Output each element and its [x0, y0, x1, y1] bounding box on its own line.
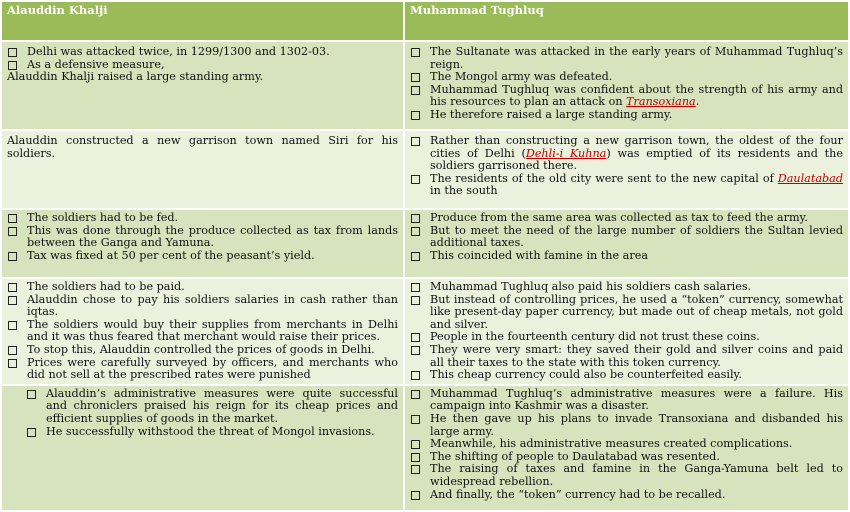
- cell-tughluq-pay: [404, 278, 849, 385]
- list-item: Muhammad Tughluq’s administrative measures were a failure. His campaign into Kashmir was a disaster.: [410, 388, 843, 413]
- checkbox-bullet-icon: [8, 227, 17, 236]
- list-item: Prices were carefully surveyed by officers, and merchants who did not sell at the prescribed rates were punished: [7, 357, 398, 382]
- checkbox-bullet-icon: [411, 227, 420, 236]
- checkbox-bullet-icon: [27, 390, 36, 399]
- list-item: But instead of controlling prices, he used a “token” currency, somewhat like present-day paper currency, but made out of cheap metals, not gold and silver.: [410, 294, 843, 332]
- list-item: Delhi was attacked twice, in 1299/1300 and 1302-03.: [7, 46, 398, 59]
- cell-khalji-food: [1, 209, 404, 278]
- list-item: The shifting of people to Daulatabad was resented.: [410, 451, 843, 464]
- list-item: The Mongol army was defeated.: [410, 71, 843, 84]
- checkbox-bullet-icon: [411, 252, 420, 261]
- list-item: Alauddin chose to pay his soldiers salaries in cash rather than iqtas.: [7, 294, 398, 319]
- list-item: They were very smart: they saved their gold and silver coins and paid all their taxes to the state with this token currency.: [410, 344, 843, 369]
- list-item: Alauddin’s administrative measures were quite successful and chroniclers praised his reign for its cheap prices and efficient supplies of goods in the market.: [26, 388, 398, 426]
- list-item: Tax was fixed at 50 per cent of the peasant’s yield.: [7, 250, 398, 263]
- list-item: The soldiers would buy their supplies from merchants in Delhi and it was thus feared that merchant would raise their prices.: [7, 319, 398, 344]
- list-item: The raising of taxes and famine in the Ganga-Yamuna belt led to widespread rebellion.: [410, 463, 843, 488]
- checkbox-bullet-icon: [8, 296, 17, 305]
- list-item: The soldiers had to be fed.: [7, 212, 398, 225]
- list-item: Meanwhile, his administrative measures created complications.: [410, 438, 843, 451]
- list-item: The soldiers had to be paid.: [7, 281, 398, 294]
- checkbox-bullet-icon: [411, 440, 420, 449]
- list-item: And finally, the “token” currency had to be recalled.: [410, 489, 843, 502]
- checkbox-bullet-icon: [8, 48, 17, 57]
- checkbox-bullet-icon: [411, 296, 420, 305]
- checkbox-bullet-icon: [411, 175, 420, 184]
- cell-khalji-garrison: [1, 130, 404, 209]
- cell-tughluq-army: [404, 41, 849, 130]
- checkbox-bullet-icon: [411, 48, 420, 57]
- table-row: [1, 385, 849, 511]
- header-muhammad-tughluq: Muhammad Tughluq: [404, 1, 849, 41]
- table-row: [1, 130, 849, 209]
- list-item: This was done through the produce collected as tax from lands between the Ganga and Yamuna.: [7, 225, 398, 250]
- link-transoxiana[interactable]: Transoxiana: [626, 95, 696, 109]
- list-item: To stop this, Alauddin controlled the prices of goods in Delhi.: [7, 344, 398, 357]
- checkbox-bullet-icon: [411, 390, 420, 399]
- header-row: [1, 1, 849, 41]
- list-item: But to meet the need of the large number of soldiers the Sultan levied additional taxes.: [410, 225, 843, 250]
- link-daulatabad[interactable]: Daulatabad: [777, 171, 843, 185]
- list-item: Produce from the same area was collected as tax to feed the army.: [410, 212, 843, 225]
- cell-khalji-outcome: [1, 385, 404, 511]
- checkbox-bullet-icon: [411, 371, 420, 380]
- checkbox-bullet-icon: [8, 346, 17, 355]
- cell-khalji-army: [1, 41, 404, 130]
- paragraph: Alauddin Khalji raised a large standing army.: [7, 70, 264, 84]
- list-item: This coincided with famine in the area: [410, 250, 843, 263]
- list-item: He then gave up his plans to invade Transoxiana and disbanded his large army.: [410, 413, 843, 438]
- link-dehli-i-kuhna[interactable]: Dehli-i Kuhna: [525, 146, 607, 160]
- list-item: This cheap currency could also be counterfeited easily.: [410, 369, 843, 382]
- checkbox-bullet-icon: [27, 428, 36, 437]
- paragraph: Alauddin constructed a new garrison town named Siri for his soldiers.: [7, 134, 398, 160]
- table-row: [1, 278, 849, 385]
- list-item: He therefore raised a large standing army.: [410, 109, 843, 122]
- list-item: The Sultanate was attacked in the early years of Muhammad Tughluq’s reign.: [410, 46, 843, 71]
- list-item: As a defensive measure,: [7, 59, 398, 72]
- list-item: He successfully withstood the threat of Mongol invasions.: [26, 426, 398, 439]
- checkbox-bullet-icon: [411, 453, 420, 462]
- checkbox-bullet-icon: [8, 321, 17, 330]
- table-row: [1, 41, 849, 130]
- checkbox-bullet-icon: [8, 359, 17, 368]
- checkbox-bullet-icon: [411, 214, 420, 223]
- list-item: Rather than constructing a new garrison town, the oldest of the four cities of Delhi (Dehli-i Kuhna) was emptied of its residents and the soldiers garrisoned there.: [410, 135, 843, 173]
- checkbox-bullet-icon: [8, 61, 17, 70]
- checkbox-bullet-icon: [411, 333, 420, 342]
- cell-tughluq-food: [404, 209, 849, 278]
- checkbox-bullet-icon: [8, 214, 17, 223]
- checkbox-bullet-icon: [8, 283, 17, 292]
- checkbox-bullet-icon: [411, 491, 420, 500]
- cell-tughluq-outcome: [404, 385, 849, 511]
- checkbox-bullet-icon: [411, 86, 420, 95]
- checkbox-bullet-icon: [411, 137, 420, 146]
- checkbox-bullet-icon: [411, 346, 420, 355]
- checkbox-bullet-icon: [8, 252, 17, 261]
- table-row: [1, 209, 849, 278]
- checkbox-bullet-icon: [411, 415, 420, 424]
- checkbox-bullet-icon: [411, 73, 420, 82]
- list-item: Muhammad Tughluq also paid his soldiers cash salaries.: [410, 281, 843, 294]
- list-item: Muhammad Tughluq was confident about the strength of his army and his resources to plan an attack on Transoxiana.: [410, 84, 843, 109]
- checkbox-bullet-icon: [411, 283, 420, 292]
- checkbox-bullet-icon: [411, 465, 420, 474]
- cell-tughluq-garrison: [404, 130, 849, 209]
- cell-khalji-pay: [1, 278, 404, 385]
- list-item: People in the fourteenth century did not trust these coins.: [410, 331, 843, 344]
- header-alauddin-khalji: Alauddin Khalji: [1, 1, 404, 41]
- checkbox-bullet-icon: [411, 111, 420, 120]
- list-item: The residents of the old city were sent to the new capital of Daulatabad in the south: [410, 173, 843, 198]
